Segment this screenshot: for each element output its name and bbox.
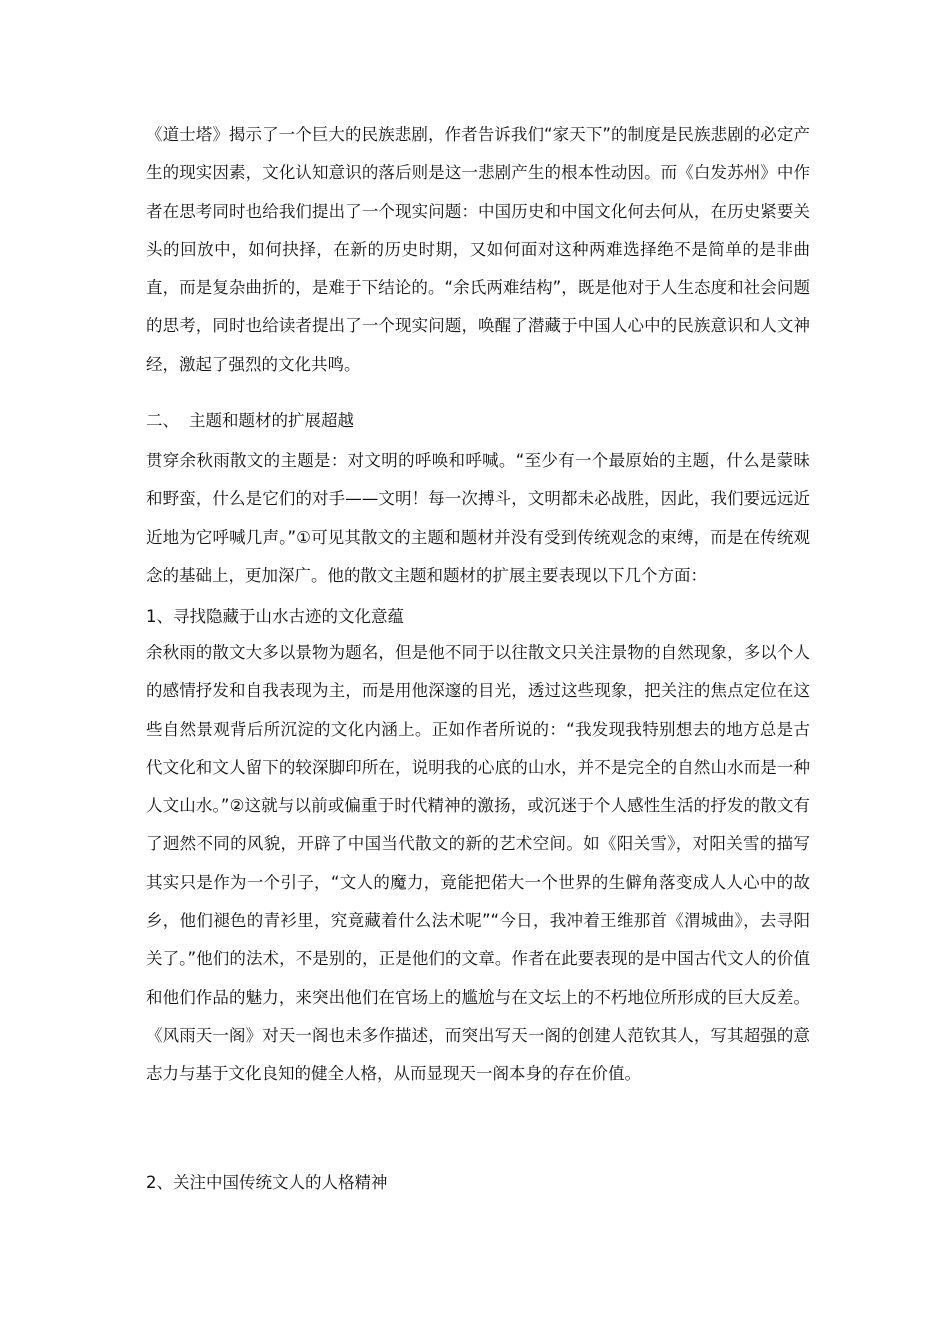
subheading-literati-spirit: 2、关注中国传统文人的人格精神	[146, 1173, 388, 1192]
subheading-cultural-connotation: 1、寻找隐藏于山水古迹的文化意蕴	[146, 607, 404, 626]
paragraph-daoshita-baifasuzhou: 《道士塔》揭示了一个巨大的民族悲剧，作者告诉我们“家天下”的制度是民族悲剧的必定产生的现实因素，文化认知意识的落后则是这一悲剧产生的根本性动因。而《白发苏州》中作者在思考同时也给我们提出了一个现实问题：中国历史和中国文化何去何从，在历史紧要关头的回放中，如何抉择，在新的历史时期，又如何面对这种两难选择绝不是简单的是非曲直，而是复杂曲折的，是难于下结论的。“余氏两难结构”，既是他对于人生态度和社会问题的思考，同时也给读者提出了一个现实问题，唤醒了潜藏于中国人心中的民族意识和人文神经，激起了强烈的文化共鸣。	[146, 125, 810, 374]
section-heading-text: 主题和题材的扩展超越	[189, 411, 354, 430]
paragraph-theme-civilization: 贯穿余秋雨散文的主题是：对文明的呼唤和呼喊。“至少有一个最原始的主题，什么是蒙昧和野蛮，什么是它们的对手——文明！每一次搏斗，文明都未必战胜，因此，我们要远远近近地为它呼喊几声。”①可见其散文的主题和题材并没有受到传统观念的束缚，而是在传统观念的基础上，更加深广。他的散文主题和题材的扩展主要表现以下几个方面：	[146, 451, 810, 585]
section-heading-number: 二、	[146, 411, 179, 430]
section-heading	[146, 409, 354, 433]
paragraph-landscape-culture: 余秋雨的散文大多以景物为题名，但是他不同于以往散文只关注景物的自然现象，多以个人的感情抒发和自我表现为主，而是用他深邃的目光，透过这些现象，把关注的焦点定位在这些自然景观背后所沉淀的文化内涵上。正如作者所说的：“我发现我特别想去的地方总是古代文化和文人留下的较深脚印所在，说明我的心底的山水，并不是完全的自然山水而是一种人文山水。”②这就与以前或偏重于时代精神的激扬，或沉迷于个人感性生活的抒发的散文有了迥然不同的风貌，开辟了中国当代散文的新的艺术空间。如《阳关雪》，对阳关雪的描写其实只是作为一个引子，“文人的魔力，竟能把偌大一个世界的生僻角落变成人人心中的故乡，他们褪色的青衫里，究竟藏着什么法术呢”“今日，我冲着王维那首《渭城曲》，去寻阳关了。”他们的法术，不是别的，正是他们的文章。作者在此要表现的是中国古代文人的价值和他们作品的魅力，来突出他们在官场上的尴尬与在文坛上的不朽地位所形成的巨大反差。《风雨天一阁》对天一阁也未多作描述，而突出写天一阁的创建人范钦其人，写其超强的意志力与基于文化良知的健全人格，从而显现天一阁本身的存在价值。	[146, 643, 810, 1084]
